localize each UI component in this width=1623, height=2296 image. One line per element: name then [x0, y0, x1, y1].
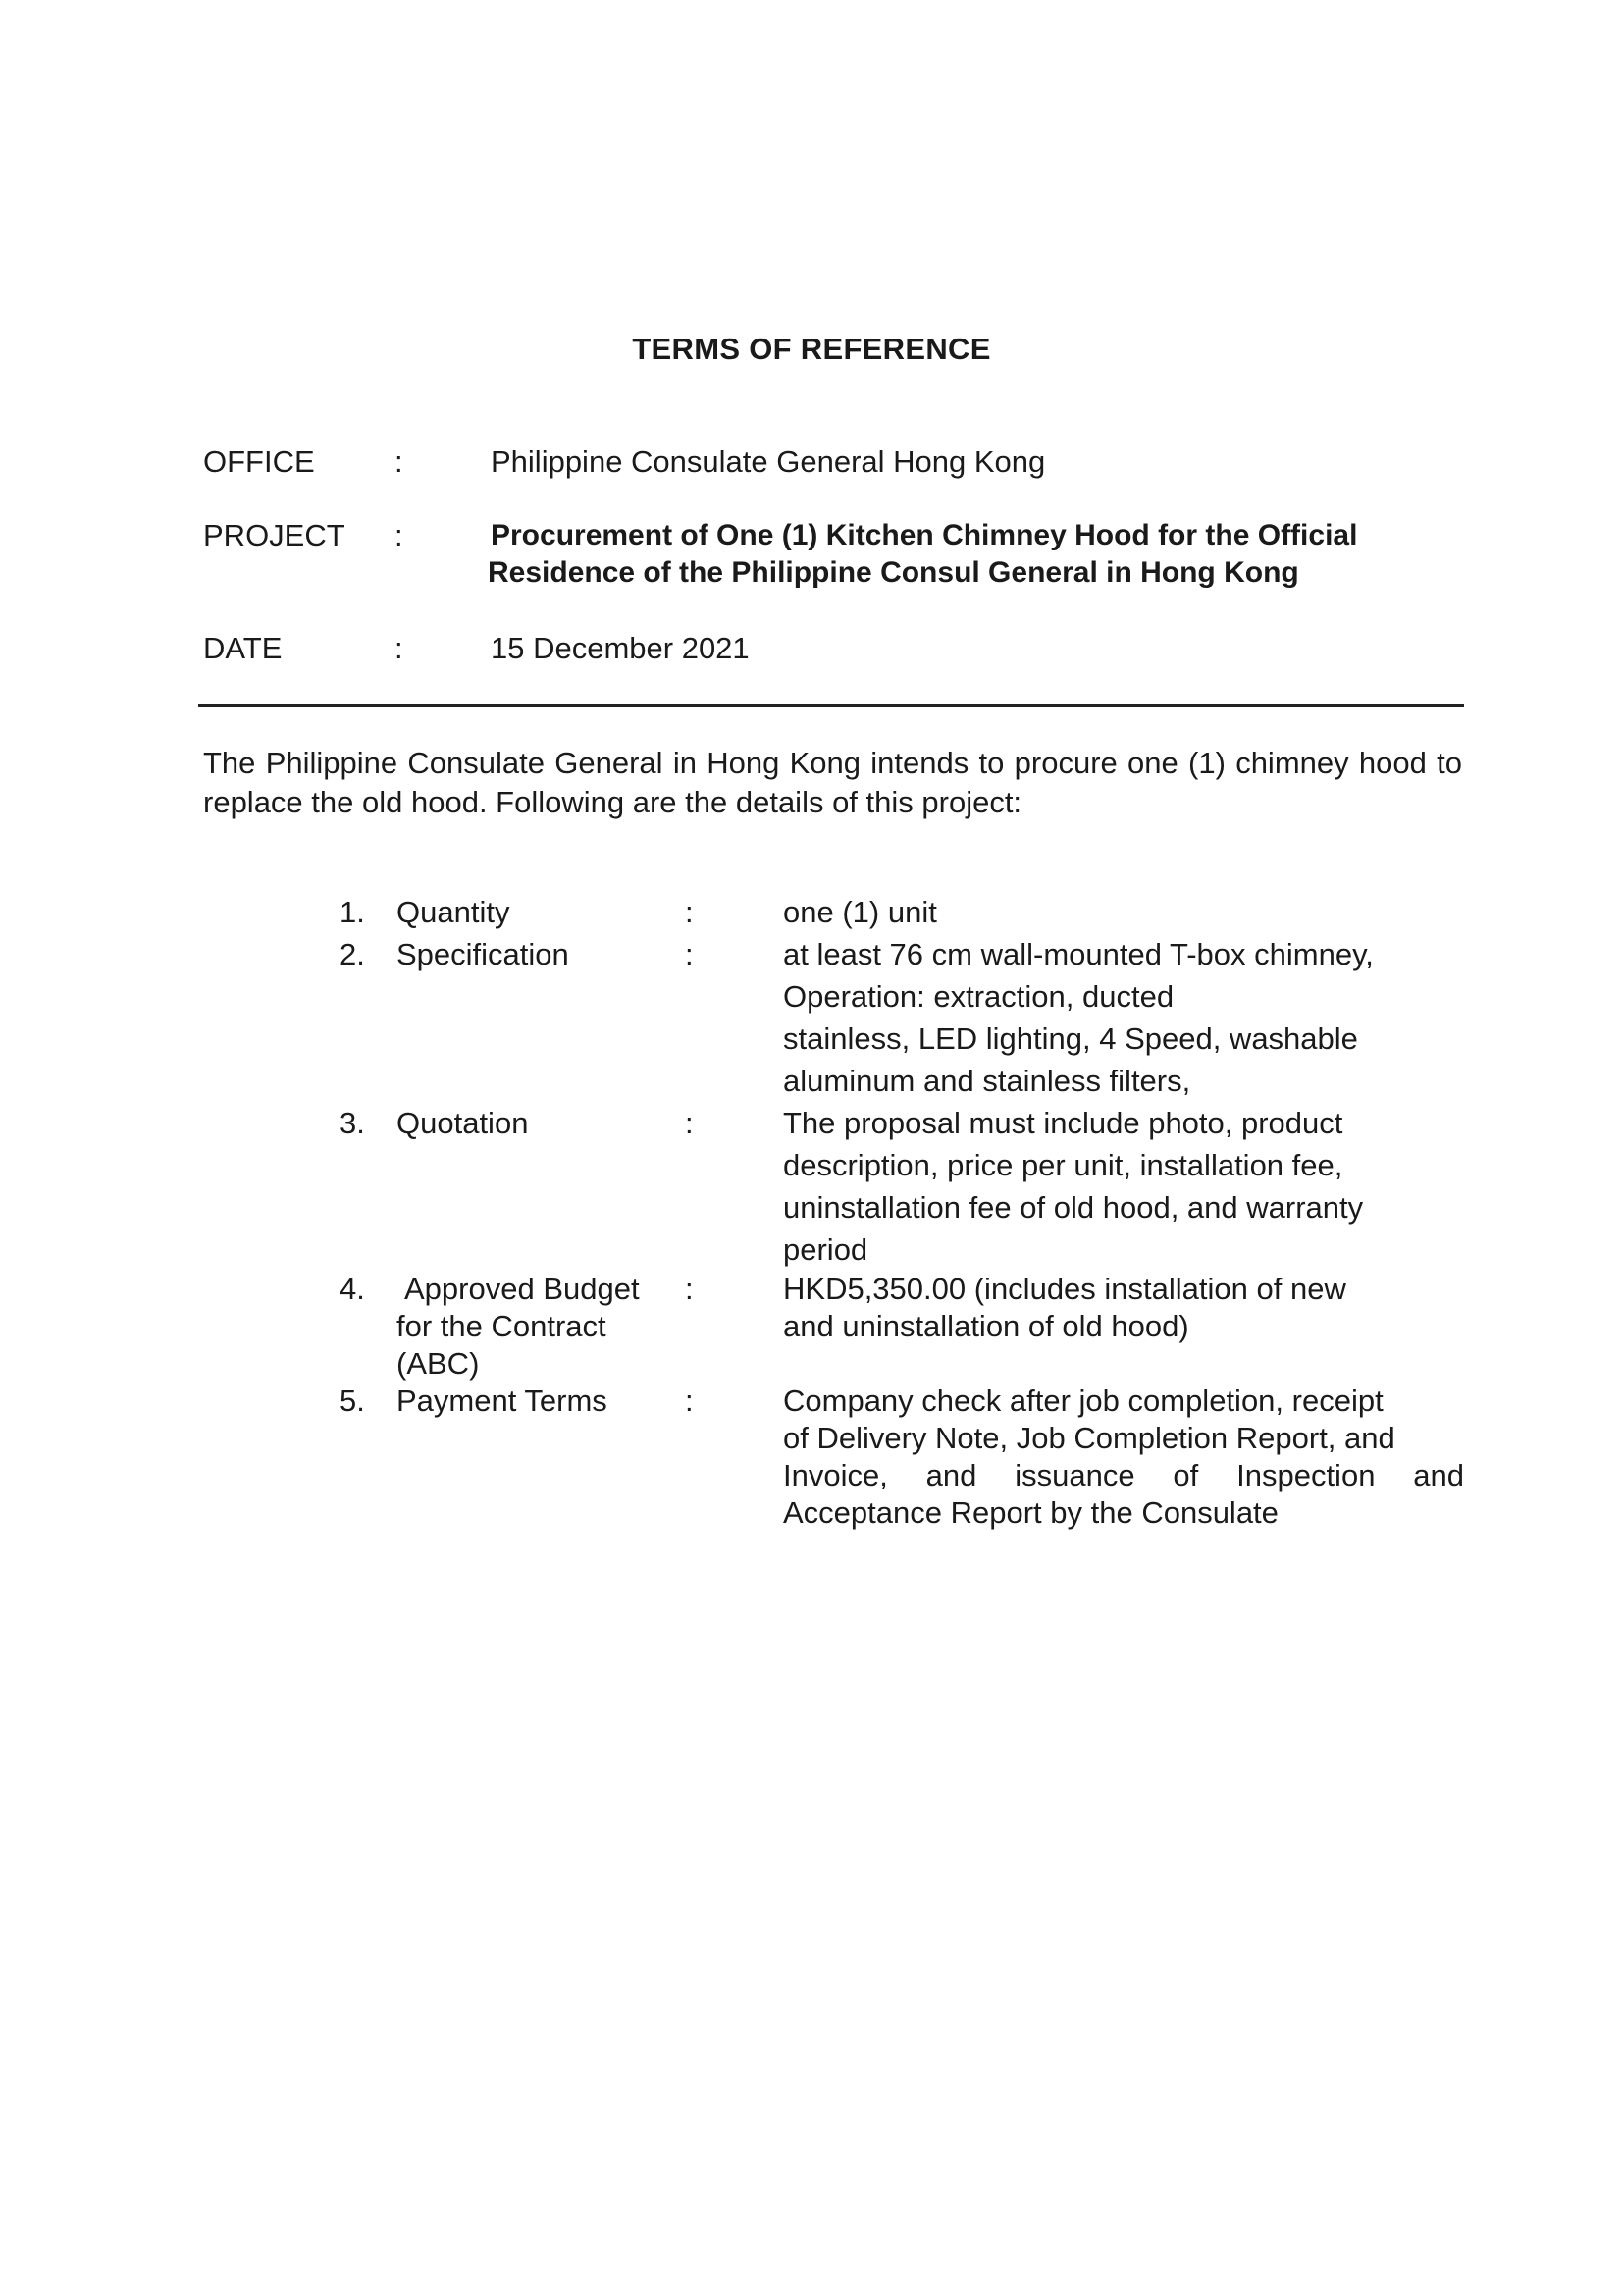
meta-label-office: OFFICE	[203, 444, 315, 479]
item-label: Payment Terms	[396, 1383, 607, 1418]
item-label: Quantity	[396, 895, 510, 929]
item-value-line: Operation: extraction, ducted	[783, 979, 1175, 1014]
item-value-line: one (1) unit	[783, 895, 937, 929]
item-value-line: HKD5,350.00 (includes installation of new	[783, 1272, 1346, 1306]
item-value-line: at least 76 cm wall-mounted T-box chimney,	[783, 937, 1374, 971]
meta-colon: :	[394, 518, 403, 552]
item-value	[783, 891, 1464, 933]
item-value-line: Invoice, and issuance of Inspection and	[783, 1458, 1464, 1492]
item-label-line: for the Contract	[396, 1309, 606, 1343]
meta-value-office: Philippine Consulate General Hong Kong	[491, 444, 1046, 479]
list-item-approved-budget	[340, 1271, 1468, 1383]
item-number: 2.	[340, 937, 365, 971]
meta-value-project	[488, 517, 1472, 592]
meta-label-project: PROJECT	[203, 518, 345, 552]
item-value-line: Company check after job completion, receipt	[783, 1383, 1384, 1418]
item-value-line: stainless, LED lighting, 4 Speed, washable	[783, 1021, 1358, 1056]
item-label	[396, 1271, 671, 1383]
document-title: TERMS OF REFERENCE	[632, 332, 991, 366]
item-value	[783, 1271, 1464, 1345]
list-item-payment-terms	[340, 1383, 1468, 1532]
item-value-line: uninstallation fee of old hood, and warranty	[783, 1190, 1364, 1225]
item-label: Specification	[396, 937, 569, 971]
item-number: 3.	[340, 1106, 365, 1140]
item-number: 4.	[340, 1272, 365, 1306]
list-item-quotation	[340, 1102, 1468, 1271]
item-label-line: (ABC)	[396, 1346, 480, 1381]
list-item-quantity	[340, 891, 1468, 933]
item-label-line: Approved Budget	[404, 1272, 640, 1306]
item-value-line: period	[783, 1232, 868, 1267]
meta-label-date: DATE	[203, 631, 283, 665]
intro-paragraph: The Philippine Consulate General in Hong Kong intends to procure one (1) chimney hood to replace the old hood. Following are the details of this project:	[203, 746, 1462, 819]
item-colon: :	[685, 1383, 694, 1418]
meta-value-date: 15 December 2021	[491, 631, 750, 665]
item-number: 1.	[340, 895, 365, 929]
item-value-line: and uninstallation of old hood)	[783, 1309, 1189, 1343]
details-list	[340, 891, 1468, 1532]
meta-colon: :	[394, 444, 403, 479]
list-item-specification	[340, 933, 1468, 1102]
item-value	[783, 933, 1464, 1102]
item-value-line: Acceptance Report by the Consulate	[783, 1495, 1279, 1530]
project-line-2: Residence of the Philippine Consul General in Hong Kong	[488, 556, 1299, 589]
item-number: 5.	[340, 1383, 365, 1418]
item-value	[783, 1102, 1464, 1271]
item-colon: :	[685, 1106, 694, 1140]
project-line-1: Procurement of One (1) Kitchen Chimney Hood for the Official	[491, 519, 1358, 551]
item-colon: :	[685, 1272, 694, 1306]
item-value-line: of Delivery Note, Job Completion Report, and	[783, 1421, 1395, 1455]
meta-colon: :	[394, 631, 403, 665]
item-colon: :	[685, 937, 694, 971]
item-value	[783, 1383, 1464, 1532]
item-value-line: The proposal must include photo, product	[783, 1106, 1343, 1140]
item-colon: :	[685, 895, 694, 929]
item-value-line: description, price per unit, installation fee,	[783, 1148, 1343, 1182]
header-divider	[198, 704, 1464, 707]
item-value-line: aluminum and stainless filters,	[783, 1064, 1191, 1098]
item-label: Quotation	[396, 1106, 529, 1140]
